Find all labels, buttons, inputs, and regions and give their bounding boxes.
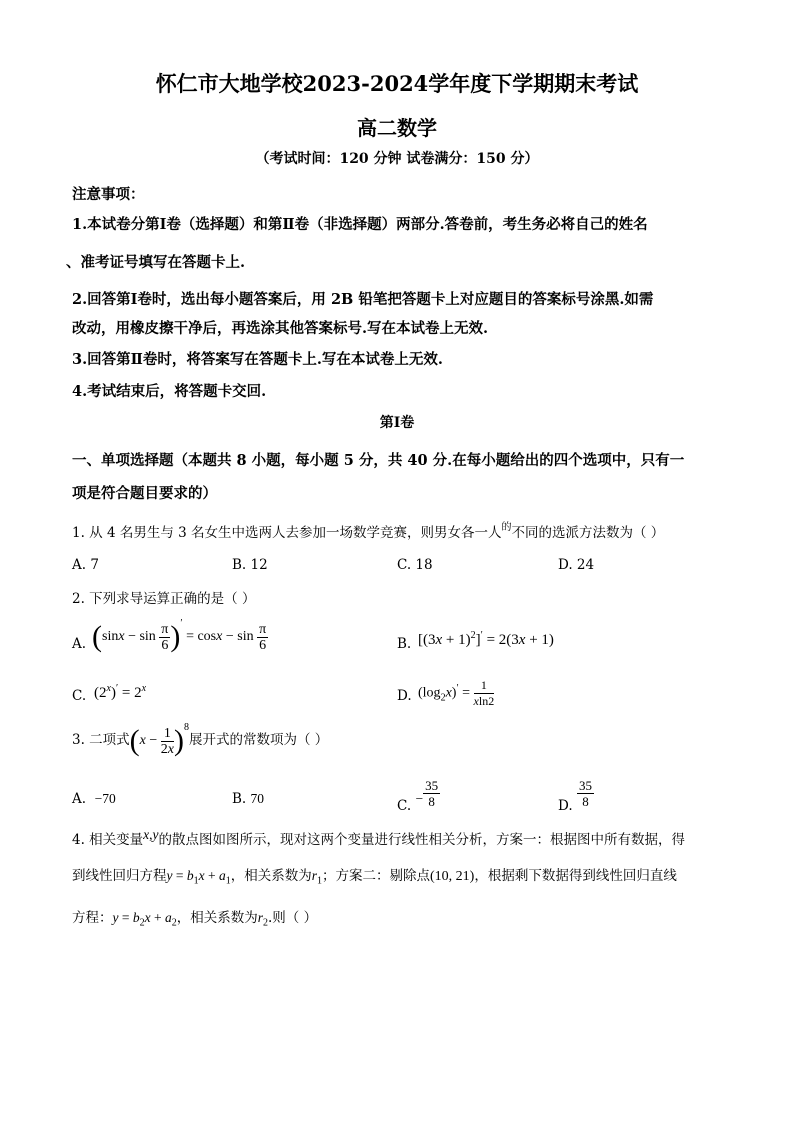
question-2-stem: 2. 下列求导运算正确的是（ ） — [72, 591, 256, 607]
q1-option-c: C. 18 — [397, 557, 433, 573]
note-1: 1.本试卷分第Ⅰ卷（选择题）和第Ⅱ卷（非选择题）两部分.答卷前，考生务必将自己的姓名 — [72, 216, 648, 233]
q3-option-a: A. −70 — [72, 791, 116, 807]
question-1-stem-tail: 不同的选派方法数为（ ） — [511, 525, 665, 541]
q1-option-d: D. 24 — [558, 557, 595, 573]
q3-option-c: C. − $\frac{35}{8}$ — [397, 778, 439, 814]
question-3-stem-pre: 3. 二项式 — [72, 732, 130, 749]
q3-option-d: D. $\frac{35}{8}$ — [558, 778, 592, 814]
q1-option-a: A. 7 — [72, 557, 99, 573]
exam-subject: 高二数学 — [357, 116, 437, 140]
q2-option-c-formula: $(2^x)' = 2^x$ — [94, 683, 147, 701]
q2-option-b-label: B. — [397, 636, 412, 652]
question-4-line-2: 到线性回归方程$y = b_1x + a_1$，相关系数为$r_1$；方案二：剔除点(10, 21)，根据剩下数据得到线性回归直线 — [72, 868, 677, 887]
q1-option-b: B. 12 — [232, 557, 268, 573]
binomial-expression: (x − $\frac{1}{2x}$ )$^8$ — [129, 722, 190, 757]
section-heading-2: 项是符合题目要求的） — [72, 485, 217, 502]
q2-option-b-formula: $[(3x + 1)^2]' = 2(3x + 1)$ — [418, 630, 554, 648]
question-1 — [72, 521, 664, 541]
exam-title: 怀仁市大地学校2023-2024学年度下学期期末考试 — [155, 71, 639, 96]
section-heading-1: 一、单项选择题（本题共 8 小题，每小题 5 分，共 40 分.在每小题给出的四个选项中，只有一 — [72, 452, 685, 469]
question-4-line-3: 方程：$y = b_2x + a_2$，相关系数为$r_2$.则（ ） — [72, 910, 318, 929]
question-3-stem-post: 展开式的常数项为（ ） — [189, 732, 329, 749]
q2-option-a-formula: (sinx − sin $\frac{\pi}{6}$ )′ = cosx − sin $\frac{\pi}{6}$ — [92, 618, 267, 653]
question-3 — [72, 724, 328, 758]
note-3: 3.回答第Ⅱ卷时，将答案写在答题卡上.写在本试卷上无效. — [72, 351, 443, 368]
q2-option-d-formula: $(\log_2x)'$ = $\frac{1}{xln2}$ — [418, 678, 495, 708]
notes-heading: 注意事项： — [72, 186, 145, 203]
note-4: 4.考试结束后，将答题卡交回. — [72, 383, 267, 400]
question-4-line-1: 4. 相关变量x,y的散点图如图所示，现对这两个变量进行线性相关分析，方案一：根据图中所有数据，得 — [72, 827, 686, 848]
section-label: 第Ⅰ卷 — [379, 415, 415, 431]
q2-option-d-label: D. — [397, 688, 412, 704]
q2-option-a-label: A. — [72, 636, 87, 652]
q2-option-c-label: C. — [72, 688, 87, 704]
note-1b: 、准考证号填写在答题卡上. — [66, 254, 246, 271]
note-2b: 改动，用橡皮擦干净后，再选涂其他答案标号.写在本试卷上无效. — [72, 320, 489, 337]
question-1-stem: 1. 从 4 名男生与 3 名女生中选两人去参加一场数学竞赛，则男女各一人 — [72, 525, 502, 541]
q3-option-b: B. 70 — [232, 791, 265, 807]
exam-info: （考试时间：120 分钟 试卷满分：150 分） — [255, 151, 539, 167]
note-2: 2.回答第Ⅰ卷时，选出每小题答案后，用 2B 铅笔把答题卡上对应题目的答案标号涂黑.如需 — [72, 291, 654, 308]
stray-mark: 的 — [501, 522, 512, 533]
